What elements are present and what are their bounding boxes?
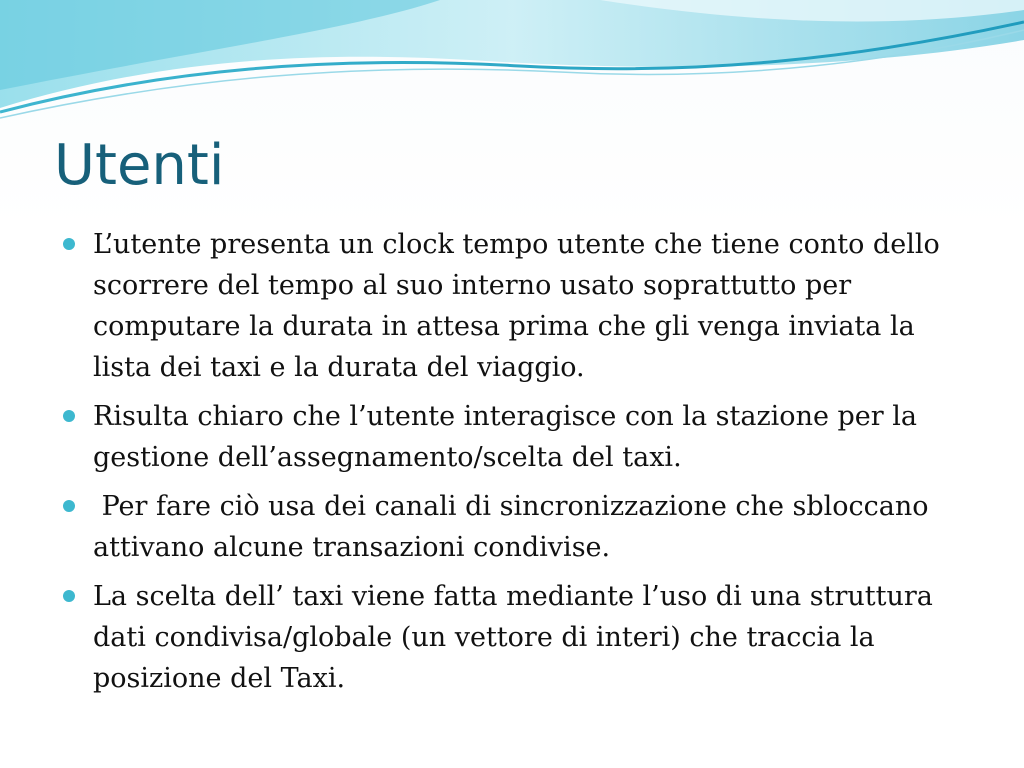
slide-title: Utenti [54, 133, 225, 198]
bullet-list [58, 224, 968, 707]
bullet-icon [63, 500, 75, 512]
bullet-icon [63, 410, 75, 422]
bullet-icon [63, 590, 75, 602]
list-item [58, 224, 968, 388]
header-wave-decoration [0, 0, 1024, 130]
bullet-text: Per fare ciò usa dei canali di sincronizzazione che sbloccano attivano alcune transazioni condivise. [93, 491, 938, 563]
list-item [58, 396, 968, 478]
bullet-text: Risulta chiaro che l’utente interagisce con la stazione per la gestione dell’assegnamento/scelta del taxi. [93, 401, 918, 473]
list-item [58, 486, 968, 568]
list-item [58, 576, 968, 699]
bullet-icon [63, 238, 75, 250]
bullet-text: L’utente presenta un clock tempo utente che tiene conto dello scorrere del tempo al suo interno usato soprattutto per computare la durata in attesa prima che gli venga inviata la lista dei taxi e la durata del viaggio. [93, 229, 940, 383]
bullet-text: La scelta dell’ taxi viene fatta mediante l’uso di una struttura dati condivisa/globale (un vettore di interi) che traccia la posizione del Taxi. [93, 581, 933, 694]
